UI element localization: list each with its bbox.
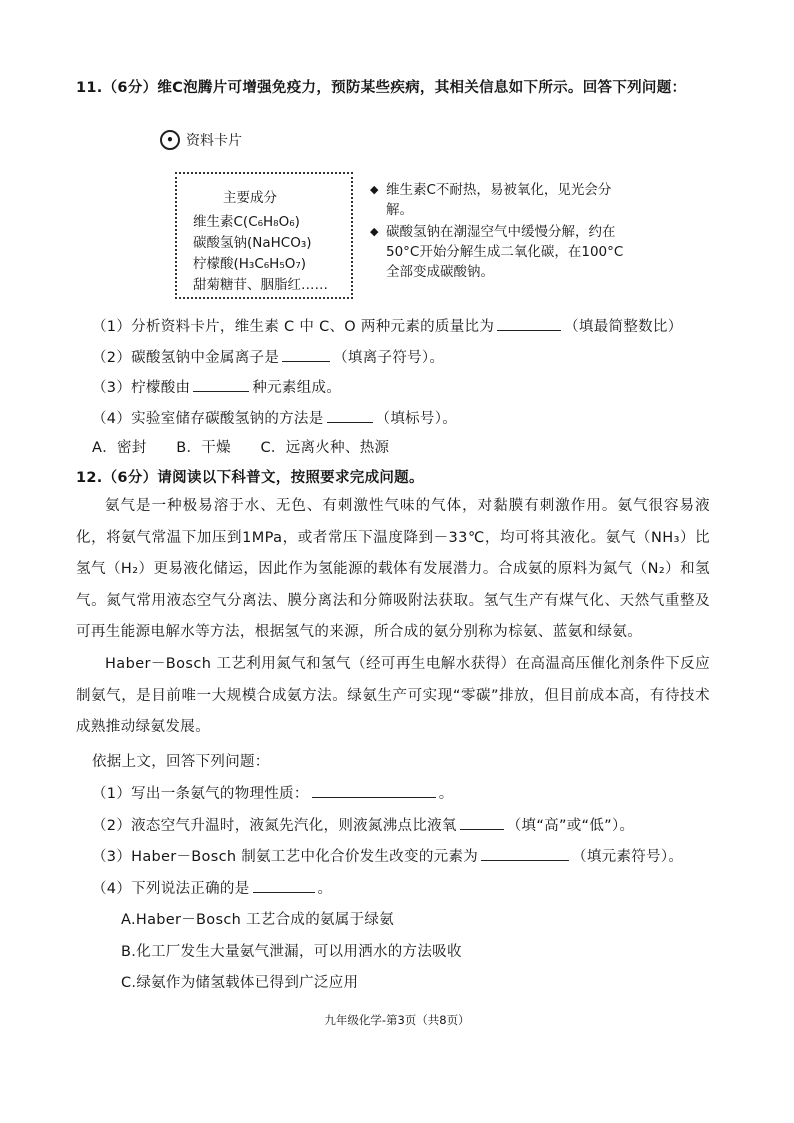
passage-paragraph-1: 氨气是一种极易溶于水、无色、有刺激性气味的气体，对黏膜有刺激作用。氨气很容易液化，将氨气常温下加压到1MPa，或者常压下温度降到－33℃，均可将其液化。氨气（NH₃）比氢气（H₂）更易液化储运，因此作为氢能源的载体有发展潜力。合成氨的原料为氮气（N₂）和氢气。氮气常用液态空气分离法、膜分离法和分筛吸附法获取。氢气生产有煤气化、天然气重整及可再生能源电解水等方法，根据氢气的来源，所合成的氨分别称为棕氨、蓝氨和绿氨。 xyxy=(76,498,710,640)
info-bullets xyxy=(370,180,636,284)
info-bullet: ◆ 维生素C不耐热，易被氧化，见光会分解。 xyxy=(370,182,612,218)
question-11-title: 11.（6分）维C泡腾片可增强免疫力，预防某些疾病，其相关信息如下所示。回答下列问题： xyxy=(76,80,687,96)
ingredient-item: 维生素C(C₆H₈O₆) xyxy=(193,214,300,230)
ingredient-item: 甜菊糖苷、胭脂红…… xyxy=(193,277,328,293)
page-footer: 九年级化学-第3页（共8页） xyxy=(324,1013,470,1027)
q11-sub1: （1）分析资料卡片，维生素 C 中 C、O 两种元素的质量比为 （填最简整数比） xyxy=(92,315,683,336)
answer-blank[interactable] xyxy=(327,408,373,423)
answer-blank[interactable] xyxy=(193,377,249,392)
q12-option-b: B.化工厂发生大量氨气泄漏，可以用洒水的方法吸收 xyxy=(121,944,462,960)
diamond-icon: ◆ xyxy=(370,225,379,238)
answer-blank[interactable] xyxy=(481,846,569,861)
answer-blank[interactable] xyxy=(253,878,315,893)
passage-paragraph-2: Haber－Bosch 工艺利用氮气和氢气（经可再生电解水获得）在高温高压催化剂条件下反应制氨气，是目前唯一大规模合成氨方法。绿氨生产可实现“零碳”排放，但目前成本高，有待技术成熟推动绿氨发展。 xyxy=(76,656,710,735)
answer-blank[interactable] xyxy=(497,316,561,331)
q12-option-a: A.Haber－Bosch 工艺合成的氨属于绿氨 xyxy=(121,912,394,928)
info-bullet: ◆ 碳酸氢钠在潮湿空气中缓慢分解，约在50°C开始分解生成二氧化碳，在100°C全部变成碳酸钠。 xyxy=(370,224,624,280)
q11-sub3: （3）柠檬酸由 种元素组成。 xyxy=(92,376,341,397)
q12-sub2: （2）液态空气升温时，液氮先汽化，则液氮沸点比液氧 （填“高”或“低”）。 xyxy=(92,814,634,835)
q12-sub1: （1）写出一条氨气的物理性质： 。 xyxy=(92,782,454,803)
answer-blank[interactable] xyxy=(460,815,504,830)
ingredient-item: 碳酸氢钠(NaHCO₃) xyxy=(193,235,312,251)
info-icon: • xyxy=(160,130,180,150)
question-12-title: 12.（6分）请阅读以下科普文，按照要求完成问题。 xyxy=(76,470,424,486)
q12-option-c: C.绿氨作为储氢载体已得到广泛应用 xyxy=(121,975,359,991)
answer-blank[interactable] xyxy=(282,347,330,362)
q12-prompt: 依据上文，回答下列问题： xyxy=(92,754,270,770)
diamond-icon: ◆ xyxy=(370,183,379,196)
answer-blank[interactable] xyxy=(312,783,436,798)
info-card-header xyxy=(160,130,242,150)
ingredients-title: 主要成分 xyxy=(223,190,277,206)
q11-sub2: （2）碳酸氢钠中金属离子是 （填离子符号）。 xyxy=(92,346,444,367)
q12-sub4: （4）下列说法正确的是 。 xyxy=(92,877,332,898)
q12-sub3: （3）Haber－Bosch 制氨工艺中化合价发生改变的元素为 （填元素符号）。 xyxy=(92,845,683,866)
q11-sub4: （4）实验室储存碳酸氢钠的方法是 （填标号）。 xyxy=(92,407,457,428)
ingredient-item: 柠檬酸(H₃C₆H₅O₇) xyxy=(193,256,307,272)
ingredients-box xyxy=(175,172,353,299)
info-card-label: 资料卡片 xyxy=(186,133,242,149)
q11-options: A．密封 B．干燥 C．远离火种、热源 xyxy=(92,440,390,456)
